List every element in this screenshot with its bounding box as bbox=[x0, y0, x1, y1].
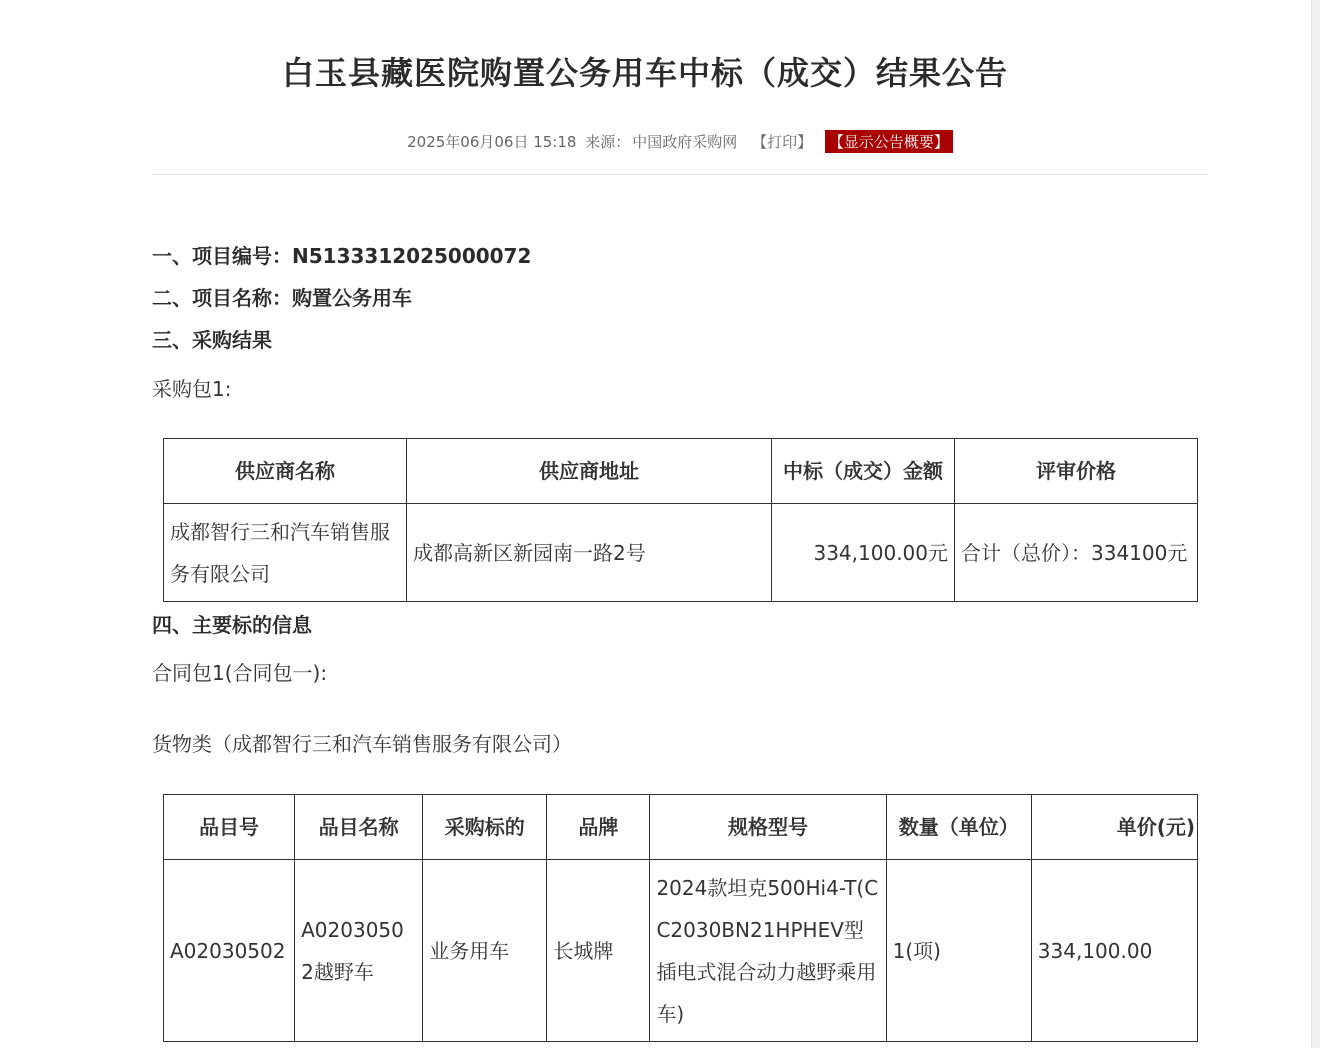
header-review-price: 评审价格 bbox=[955, 439, 1198, 504]
header-item-name: 品目名称 bbox=[295, 795, 423, 860]
procurement-result-heading: 三、采购结果 bbox=[152, 328, 272, 352]
package-label: 采购包1: bbox=[152, 377, 232, 401]
vertical-scrollbar[interactable] bbox=[1311, 0, 1320, 1048]
header-brand: 品牌 bbox=[547, 795, 650, 860]
quantity: 1(项) bbox=[886, 860, 1031, 1042]
table-header-row bbox=[164, 795, 1198, 860]
meta-bar bbox=[152, 130, 1208, 153]
divider bbox=[152, 174, 1208, 175]
spec-model: 2024款坦克500Hi4-T(CC2030BN21HPHEV型插电式混合动力越野乘用车) bbox=[650, 860, 886, 1042]
item-name: A02030502越野车 bbox=[295, 860, 423, 1042]
supplier-address: 成都高新区新园南一路2号 bbox=[407, 504, 772, 602]
table-header-row bbox=[164, 439, 1198, 504]
review-price: 合计（总价）：334100元 bbox=[955, 504, 1198, 602]
source-label: 来源： bbox=[585, 133, 631, 151]
table-row bbox=[164, 860, 1198, 1042]
header-item-no: 品目号 bbox=[164, 795, 295, 860]
result-table bbox=[163, 438, 1198, 602]
supplier-name: 成都智行三和汽车销售服务有限公司 bbox=[164, 504, 407, 602]
brand: 长城牌 bbox=[547, 860, 650, 1042]
header-supplier-address: 供应商地址 bbox=[407, 439, 772, 504]
project-name-heading: 二、项目名称：购置公务用车 bbox=[152, 286, 412, 310]
contract-package-label: 合同包1(合同包一): bbox=[152, 661, 328, 685]
project-number-heading: 一、项目编号：N5133312025000072 bbox=[152, 244, 532, 268]
source-name: 中国政府采购网 bbox=[632, 133, 738, 151]
procurement-subject: 业务用车 bbox=[423, 860, 547, 1042]
table-row bbox=[164, 504, 1198, 602]
header-bid-amount: 中标（成交）金额 bbox=[772, 439, 955, 504]
bid-amount: 334,100.00元 bbox=[772, 504, 955, 602]
goods-category-label: 货物类（成都智行三和汽车销售服务有限公司） bbox=[152, 732, 572, 756]
publish-datetime: 2025年06月06日 15:18 bbox=[407, 133, 577, 151]
main-subject-heading: 四、主要标的信息 bbox=[152, 613, 312, 637]
item-no: A02030502 bbox=[164, 860, 295, 1042]
header-spec-model: 规格型号 bbox=[650, 795, 886, 860]
show-summary-button[interactable]: 【显示公告概要】 bbox=[825, 130, 953, 153]
page-title: 白玉县藏医院购置公务用车中标（成交）结果公告 bbox=[281, 54, 1008, 92]
print-link[interactable]: 【打印】 bbox=[752, 133, 813, 151]
header-quantity: 数量（单位） bbox=[886, 795, 1031, 860]
unit-price: 334,100.00 bbox=[1031, 860, 1197, 1042]
header-unit-price: 单价(元) bbox=[1031, 795, 1197, 860]
items-table bbox=[163, 794, 1198, 1042]
header-procurement-subject: 采购标的 bbox=[423, 795, 547, 860]
header-supplier-name: 供应商名称 bbox=[164, 439, 407, 504]
